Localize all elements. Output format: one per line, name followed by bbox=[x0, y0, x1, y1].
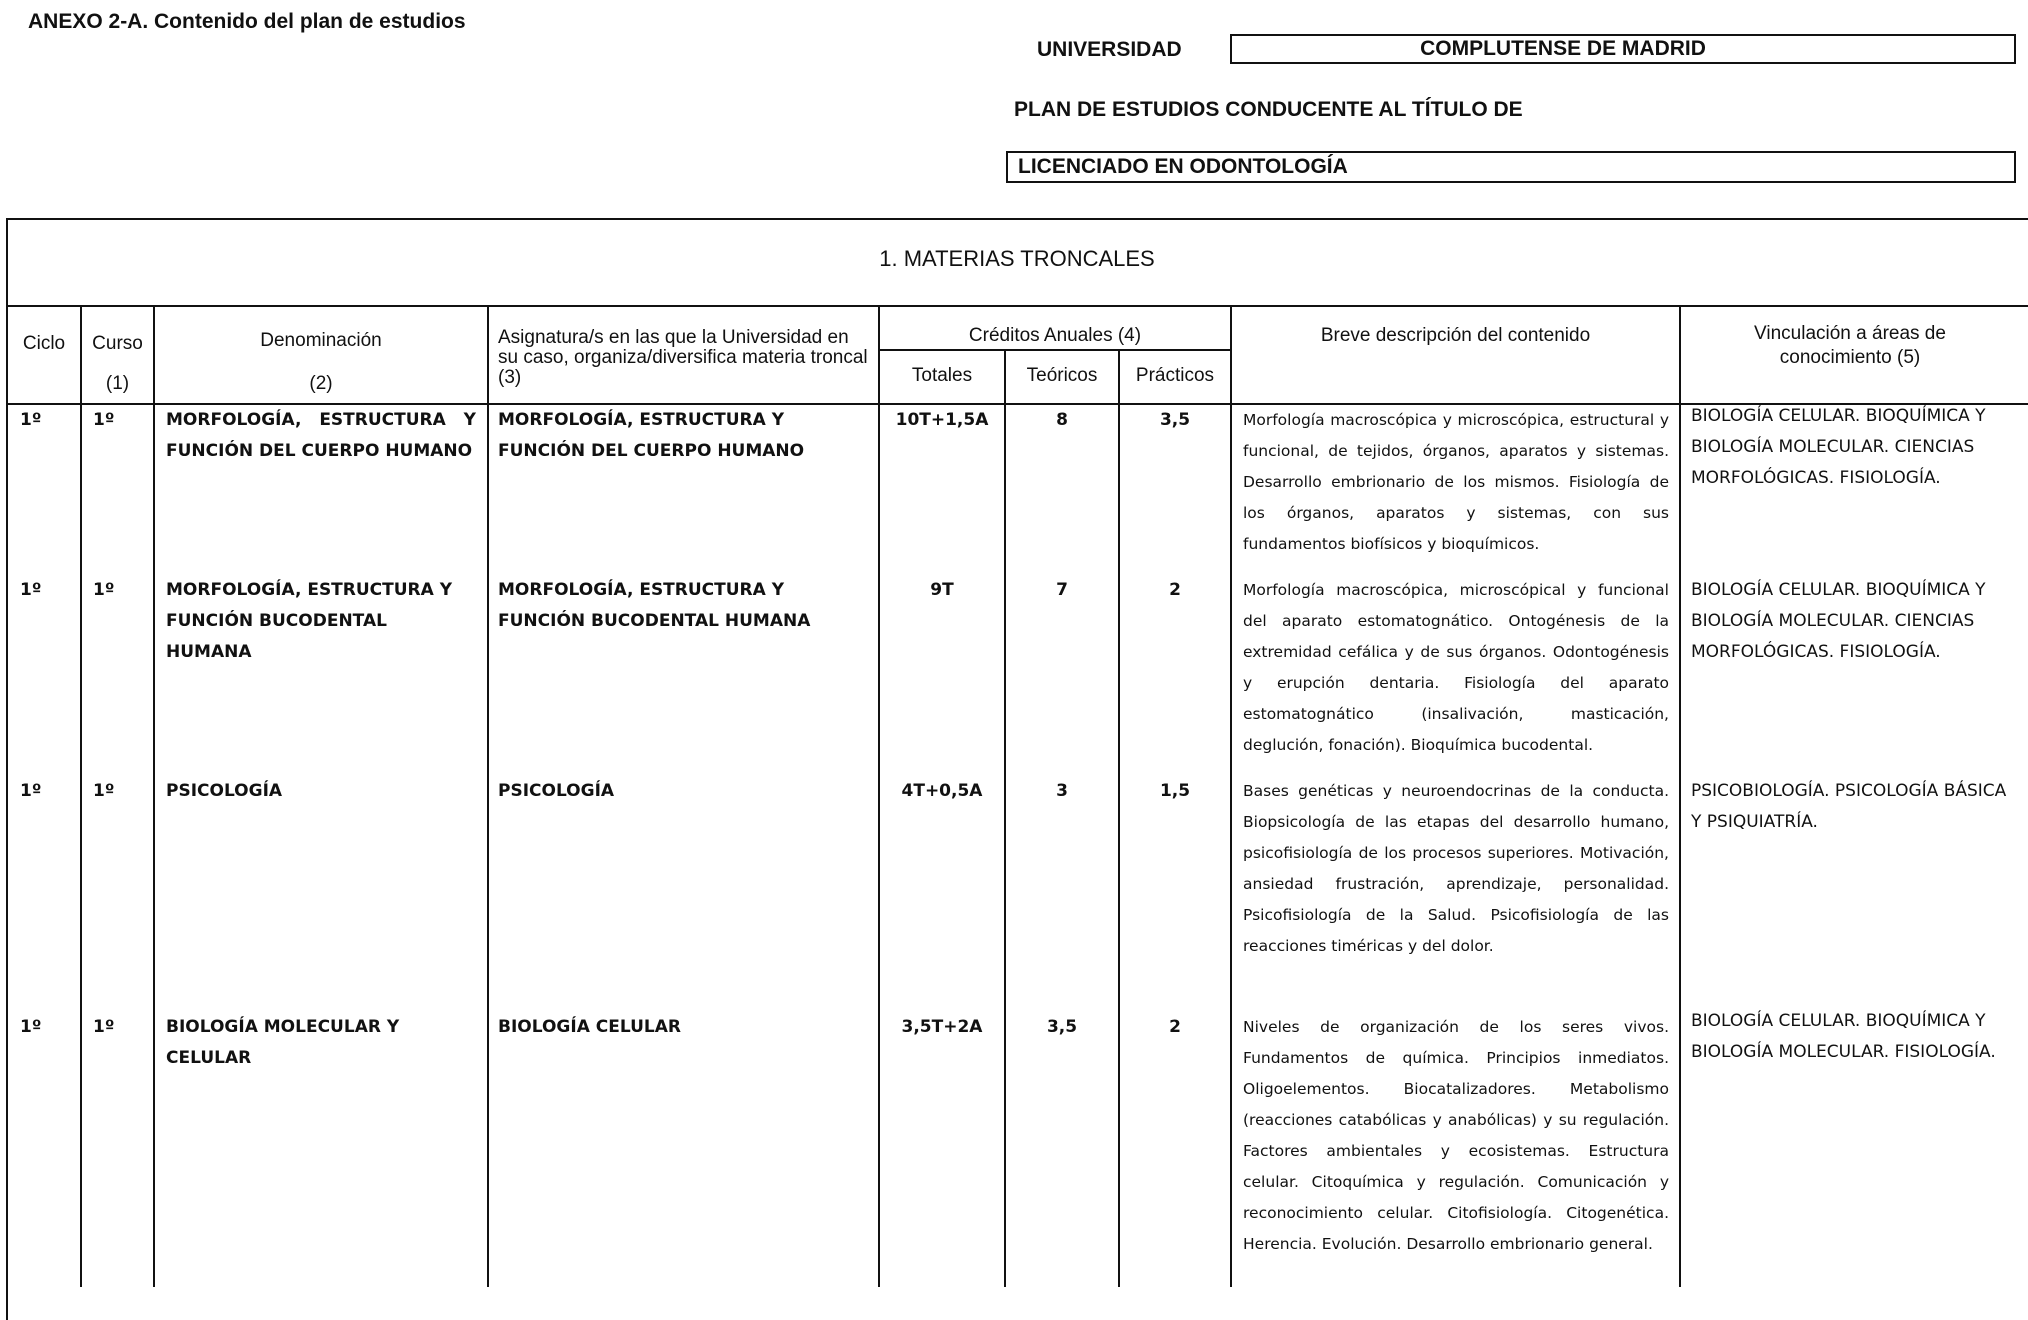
cell-denominacion: MORFOLOGÍA, ESTRUCTURA Y FUNCIÓN DEL CUERPO HUMANO bbox=[166, 410, 476, 461]
col-header-denominacion: Denominación bbox=[260, 330, 382, 351]
section-title: 1. MATERIAS TRONCALES bbox=[879, 246, 1155, 271]
cell-practicos: 2 bbox=[1169, 1017, 1181, 1037]
cell-denominacion: BIOLOGÍA MOLECULAR Y CELULAR bbox=[166, 1017, 400, 1068]
cell-asignatura: MORFOLOGÍA, ESTRUCTURA Y FUNCIÓN BUCODENTAL HUMANA bbox=[498, 580, 811, 631]
degree-title-box bbox=[1006, 151, 2016, 183]
cell-teoricos: 7 bbox=[1056, 580, 1068, 600]
university-name-box bbox=[1230, 34, 2016, 64]
table-row bbox=[0, 776, 2028, 976]
cell-vinculacion: BIOLOGÍA CELULAR. BIOQUÍMICA Y BIOLOGÍA MOLECULAR. CIENCIAS MORFOLÓGICAS. FISIOLOGÍA. bbox=[1691, 406, 1986, 488]
cell-teoricos: 3 bbox=[1056, 781, 1068, 801]
cell-practicos: 2 bbox=[1169, 580, 1181, 600]
col-header-curso-note: (1) bbox=[105, 373, 130, 394]
cell-vinculacion: BIOLOGÍA CELULAR. BIOQUÍMICA Y BIOLOGÍA MOLECULAR. CIENCIAS MORFOLÓGICAS. FISIOLOGÍA. bbox=[1691, 580, 1986, 662]
cell-ciclo: 1º bbox=[20, 580, 42, 600]
cell-denominacion: MORFOLOGÍA, ESTRUCTURA Y FUNCIÓN BUCODENTAL HUMANA bbox=[166, 580, 453, 662]
cell-descripcion: Morfología macroscópica y microscópica, estructural y funcional, de tejidos, órganos, aparatos y sistemas. Desarrollo embrionario de los mismos. Fisiología de los órganos, aparatos y sistemas, con sus fundamentos biofísicos y bioquímicos. bbox=[1243, 411, 1669, 553]
col-header-ciclo: Ciclo bbox=[22, 333, 66, 354]
cell-totales: 3,5T+2A bbox=[901, 1017, 983, 1037]
cell-descripcion: Morfología macroscópica, microscópical y funcional del aparato estomatognático. Ontogénesis de la extremidad cefálica y de sus órganos. Odontogénesis y erupción dentaria. Fisiología del aparato estomatognático (insalivación, masticación, deglución, fonación). Bioquímica bucodental. bbox=[1243, 581, 1669, 754]
cell-totales: 9T bbox=[930, 580, 954, 600]
degree-title: LICENCIADO EN ODONTOLOGÍA bbox=[1018, 155, 1348, 178]
credits-sub-rule bbox=[878, 349, 1230, 351]
cell-totales: 10T+1,5A bbox=[895, 410, 989, 430]
university-label: UNIVERSIDAD bbox=[1037, 38, 1182, 61]
col-header-descripcion: Breve descripción del contenido bbox=[1320, 325, 1591, 346]
cell-ciclo: 1º bbox=[20, 1017, 42, 1037]
cell-teoricos: 3,5 bbox=[1046, 1017, 1078, 1037]
col-header-asignatura: Asignatura/s en las que la Universidad en su caso, organiza/diversifica materia troncal (3) bbox=[498, 327, 868, 388]
university-name: COMPLUTENSE DE MADRID bbox=[1420, 37, 1706, 60]
col-header-vinculacion: Vinculación a áreas de conocimiento (5) bbox=[1754, 323, 1946, 368]
col-header-totales: Totales bbox=[911, 365, 973, 386]
cell-teoricos: 8 bbox=[1056, 410, 1068, 430]
cell-curso: 1º bbox=[93, 1017, 115, 1037]
table-row bbox=[0, 405, 2028, 565]
cell-vinculacion: BIOLOGÍA CELULAR. BIOQUÍMICA Y BIOLOGÍA MOLECULAR. FISIOLOGÍA. bbox=[1691, 1011, 1996, 1062]
cell-vinculacion: PSICOBIOLOGÍA. PSICOLOGÍA BÁSICA Y PSIQUIATRÍA. bbox=[1691, 781, 2007, 832]
cell-descripcion: Bases genéticas y neuroendocrinas de la conducta. Biopsicología de las etapas del desarrollo humano, psicofisiología de los procesos superiores. Motivación, ansiedad frustración, aprendizaje, personalidad. Psicofisiología de la Salud. Psicofisiología de las reacciones timéricas y del dolor. bbox=[1243, 782, 1669, 955]
cell-curso: 1º bbox=[93, 410, 115, 430]
cell-ciclo: 1º bbox=[20, 781, 42, 801]
col-header-practicos: Prácticos bbox=[1135, 365, 1215, 386]
cell-asignatura: MORFOLOGÍA, ESTRUCTURA Y FUNCIÓN DEL CUERPO HUMANO bbox=[498, 410, 805, 461]
header-top-rule bbox=[6, 305, 2028, 307]
table-row bbox=[0, 1012, 2028, 1287]
cell-totales: 4T+0,5A bbox=[901, 781, 983, 801]
cell-practicos: 3,5 bbox=[1159, 410, 1191, 430]
col-header-denominacion-note: (2) bbox=[309, 373, 333, 394]
cell-denominacion: PSICOLOGÍA bbox=[166, 781, 283, 801]
cell-curso: 1º bbox=[93, 580, 115, 600]
cell-ciclo: 1º bbox=[20, 410, 42, 430]
cell-practicos: 1,5 bbox=[1159, 781, 1191, 801]
plan-label: PLAN DE ESTUDIOS CONDUCENTE AL TÍTULO DE bbox=[1014, 98, 1523, 121]
cell-curso: 1º bbox=[93, 781, 115, 801]
col-header-teoricos: Teóricos bbox=[1026, 365, 1098, 386]
cell-asignatura: PSICOLOGÍA bbox=[498, 781, 615, 801]
col-header-curso: Curso bbox=[92, 333, 143, 354]
table-row bbox=[0, 575, 2028, 755]
cell-descripcion: Niveles de organización de los seres vivos. Fundamentos de química. Principios inmediatos. Oligoelementos. Biocatalizadores. Metabolismo (reacciones catabólicas y anabólicas) y su regulación. Factores ambientales y ecosistemas. Estructura celular. Citoquímica y regulación. Comunicación y reconocimiento celular. Citofisiología. Citogenética. Herencia. Evolución. Desarrollo embrionario general. bbox=[1243, 1018, 1669, 1253]
col-header-creditos: Créditos Anuales (4) bbox=[968, 325, 1142, 346]
cell-asignatura: BIOLOGÍA CELULAR bbox=[498, 1017, 681, 1037]
annex-title: ANEXO 2-A. Contenido del plan de estudios bbox=[28, 10, 466, 33]
